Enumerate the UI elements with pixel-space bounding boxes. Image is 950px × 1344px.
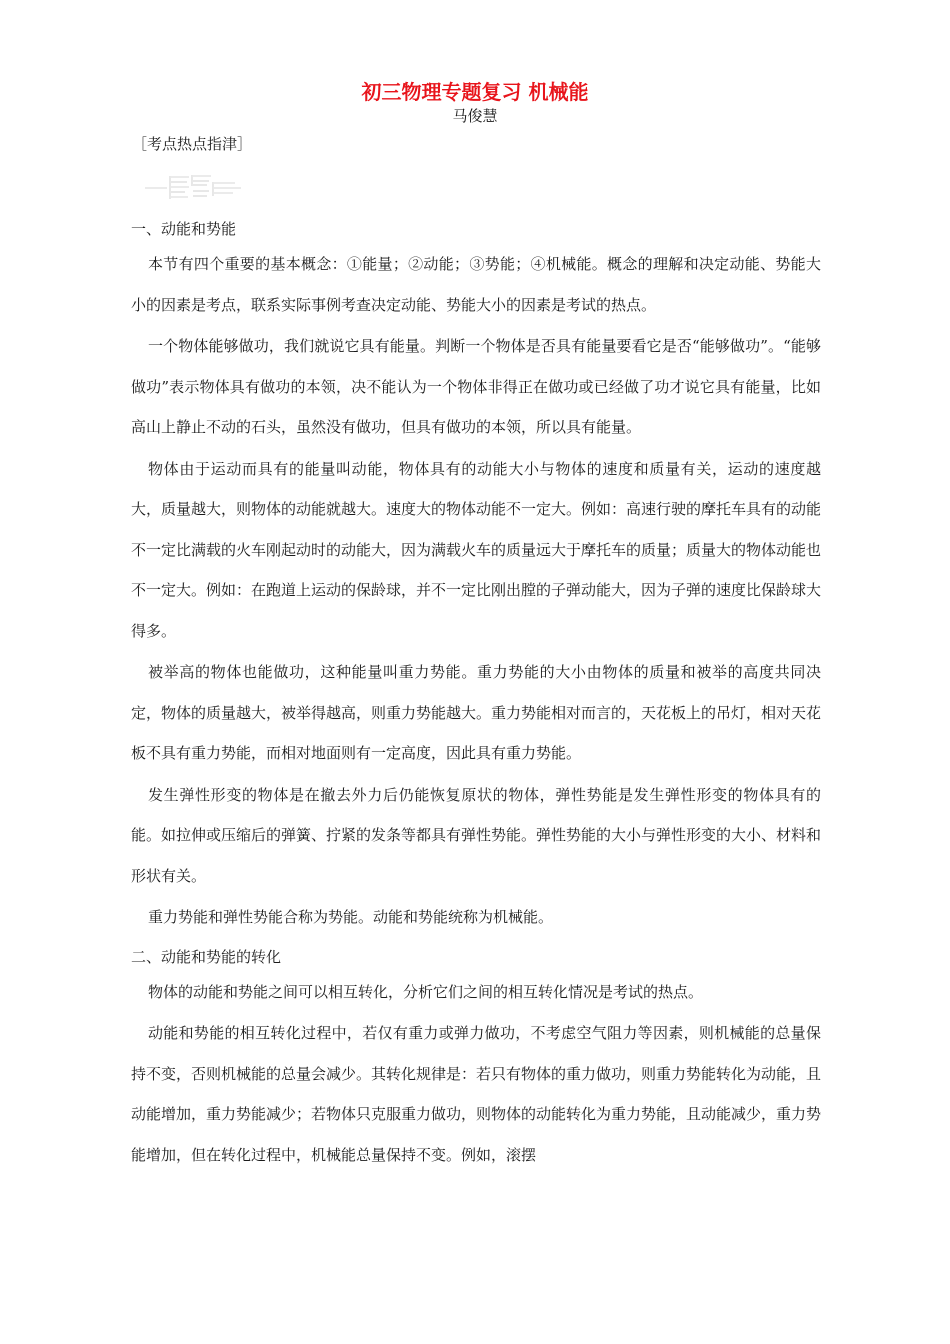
paragraph: 发生弹性形变的物体是在撤去外力后仍能恢复原状的物体，弹性势能是发生弹性形变的物体具有的能。如拉伸或压缩后的弹簧、拧紧的发条等都具有弹性势能。弹性势能的大小与弹性形变的大小、材料和形状有关。 (131, 785, 822, 885)
paragraph: 一个物体能够做功，我们就说它具有能量。判断一个物体是否具有能量要看它是否“能够做功”。“能够做功”表示物体具有做功的本领，决不能认为一个物体非得正在做功或已经做了功才说它具有能量，比如高山上静止不动的石头，虽然没有做功，但具有做功的本领，所以具有能量。 (131, 337, 821, 436)
document-body (131, 214, 821, 1177)
paragraph: 重力势能和弹性势能合称为势能。动能和势能统称为机械能。 (148, 908, 554, 926)
section-kinetic-potential (131, 214, 821, 938)
section-heading: 一、动能和势能 (131, 220, 237, 238)
paragraph: 物体的动能和势能之间可以相互转化，分析它们之间的相互转化情况是考试的热点。 (148, 982, 704, 1001)
paragraph: 被举高的物体也能做功，这种能量叫重力势能。重力势能的大小由物体的质量和被举的高度共同决定，物体的质量越大，被举得越高，则重力势能越大。重力势能相对而言的，天花板上的吊灯，相对天花板不具有重力势能，而相对地面则有一定高度，因此具有重力势能。 (131, 663, 822, 762)
author-name: 马俊慧 (452, 107, 498, 125)
document-title: 初三物理专题复习 机械能 (361, 80, 589, 104)
paragraph: 动能和势能的相互转化过程中，若仅有重力或弹力做功，不考虑空气阻力等因素，则机械能的总量保持不变，否则机械能的总量会减少。其转化规律是：若只有物体的重力做功，则重力势能转化为动能，且动能增加，重力势能减少；若物体只克服重力做功，则物体的动能转化为重力势能，且动能减少，重力势能增加，但在转化过程中，机械能总量保持不变。例如，滚摆 (131, 1024, 822, 1164)
hotspot-label: ［考点热点指津］ (132, 135, 253, 153)
paragraph: 物体由于运动而具有的能量叫动能，物体具有的动能大小与物体的速度和质量有关，运动的速度越大，质量越大，则物体的动能就越大。速度大的物体动能不一定大。例如：高速行驶的摩托车具有的动能不一定比满载的火车刚起动时的动能大，因为满载火车的质量远大于摩托车的质量；质量大的物体动能也不一定大。例如：在跑道上运动的保龄球，并不一定比刚出膛的子弹动能大，因为子弹的速度比保龄球大得多。 (131, 459, 822, 640)
concept-map-thumbnail-icon (143, 172, 253, 202)
paragraph: 本节有四个重要的基本概念：①能量；②动能；③势能；④机械能。概念的理解和决定动能、势能大小的因素是考点，联系实际事例考查决定动能、势能大小的因素是考试的热点。 (131, 255, 821, 314)
section-energy-conversion (131, 942, 821, 1176)
section-heading: 二、动能和势能的转化 (131, 947, 282, 966)
